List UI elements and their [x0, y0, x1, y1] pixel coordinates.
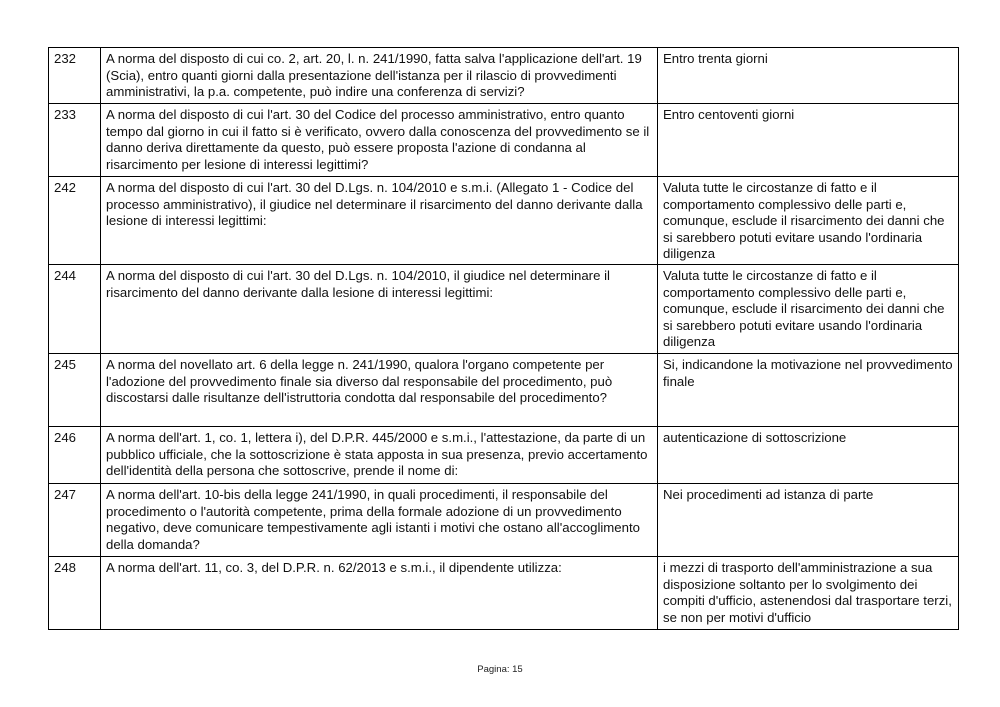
question-text: A norma del disposto di cui l'art. 30 del D.Lgs. n. 104/2010 e s.m.i. (Allegato 1 - Codice del processo amministrativo), il giudice nel determinare il risarcimento del danno derivante dalla lesione di interessi legittimi: — [101, 177, 658, 265]
table-row — [49, 354, 959, 427]
table-row — [49, 177, 959, 265]
question-number: 244 — [49, 265, 101, 354]
page-number: Pagina: 15 — [477, 664, 523, 675]
answer-text: Entro centoventi giorni — [658, 104, 959, 177]
table-row — [49, 104, 959, 177]
question-text: A norma del novellato art. 6 della legge n. 241/1990, qualora l'organo competente per l'adozione del provvedimento finale sia diverso dal responsabile del procedimento, può discostarsi dalle risultanze dell'istruttoria condotta dal responsabile del procedimento? — [101, 354, 658, 427]
question-text: A norma dell'art. 10-bis della legge 241/1990, in quali procedimenti, il responsabile del procedimento o l'autorità competente, prima della formale adozione di un provvedimento negativo, deve comunicare tempestivamente agli istanti i motivi che ostano all'accoglimento della domanda? — [101, 484, 658, 557]
answer-text: Entro trenta giorni — [658, 48, 959, 104]
answer-text: Valuta tutte le circostanze di fatto e il comportamento complessivo delle parti e, comunque, esclude il risarcimento dei danni che si sarebbero potuti evitare usando l'ordinaria diligenza — [658, 265, 959, 354]
question-number: 248 — [49, 557, 101, 630]
table-row — [49, 427, 959, 484]
table-row — [49, 484, 959, 557]
answer-text: Valuta tutte le circostanze di fatto e il comportamento complessivo delle parti e, comunque, esclude il risarcimento dei danni che si sarebbero potuti evitare usando l'ordinaria diligenza — [658, 177, 959, 265]
question-number: 247 — [49, 484, 101, 557]
question-text: A norma dell'art. 11, co. 3, del D.P.R. n. 62/2013 e s.m.i., il dipendente utilizza: — [101, 557, 658, 630]
question-number: 242 — [49, 177, 101, 265]
question-number: 246 — [49, 427, 101, 484]
answer-text: i mezzi di trasporto dell'amministrazione a sua disposizione soltanto per lo svolgimento dei compiti d'ufficio, astenendosi dal trasportare terzi, se non per motivi d'ufficio — [658, 557, 959, 630]
question-table — [48, 47, 959, 630]
question-text: A norma del disposto di cui l'art. 30 del Codice del processo amministrativo, entro quanto tempo dal giorno in cui il fatto si è verificato, ovvero dalla conoscenza del provvedimento se il danno deriva direttamente da questo, può essere proposta l'azione di condanna al risarcimento per lesione di interessi legittimi? — [101, 104, 658, 177]
answer-text: autenticazione di sottoscrizione — [658, 427, 959, 484]
question-text: A norma del disposto di cui l'art. 30 del D.Lgs. n. 104/2010, il giudice nel determinare il risarcimento del danno derivante dalla lesione di interessi legittimi: — [101, 265, 658, 354]
question-number: 233 — [49, 104, 101, 177]
table-row — [49, 48, 959, 104]
question-number: 232 — [49, 48, 101, 104]
question-text: A norma dell'art. 1, co. 1, lettera i), del D.P.R. 445/2000 e s.m.i., l'attestazione, da parte di un pubblico ufficiale, che la sottoscrizione è stata apposta in sua presenza, previo accertamento dell'identità della persona che sottoscrive, prende il nome di: — [101, 427, 658, 484]
question-text: A norma del disposto di cui co. 2, art. 20, l. n. 241/1990, fatta salva l'applicazione dell'art. 19 (Scia), entro quanti giorni dalla presentazione dell'istanza per il rilascio di provvedimenti amministrativi, la p.a. competente, può indire una conferenza di servizi? — [101, 48, 658, 104]
table-row — [49, 265, 959, 354]
answer-text: Si, indicandone la motivazione nel provvedimento finale — [658, 354, 959, 427]
answer-text: Nei procedimenti ad istanza di parte — [658, 484, 959, 557]
question-number: 245 — [49, 354, 101, 427]
table-row — [49, 557, 959, 630]
